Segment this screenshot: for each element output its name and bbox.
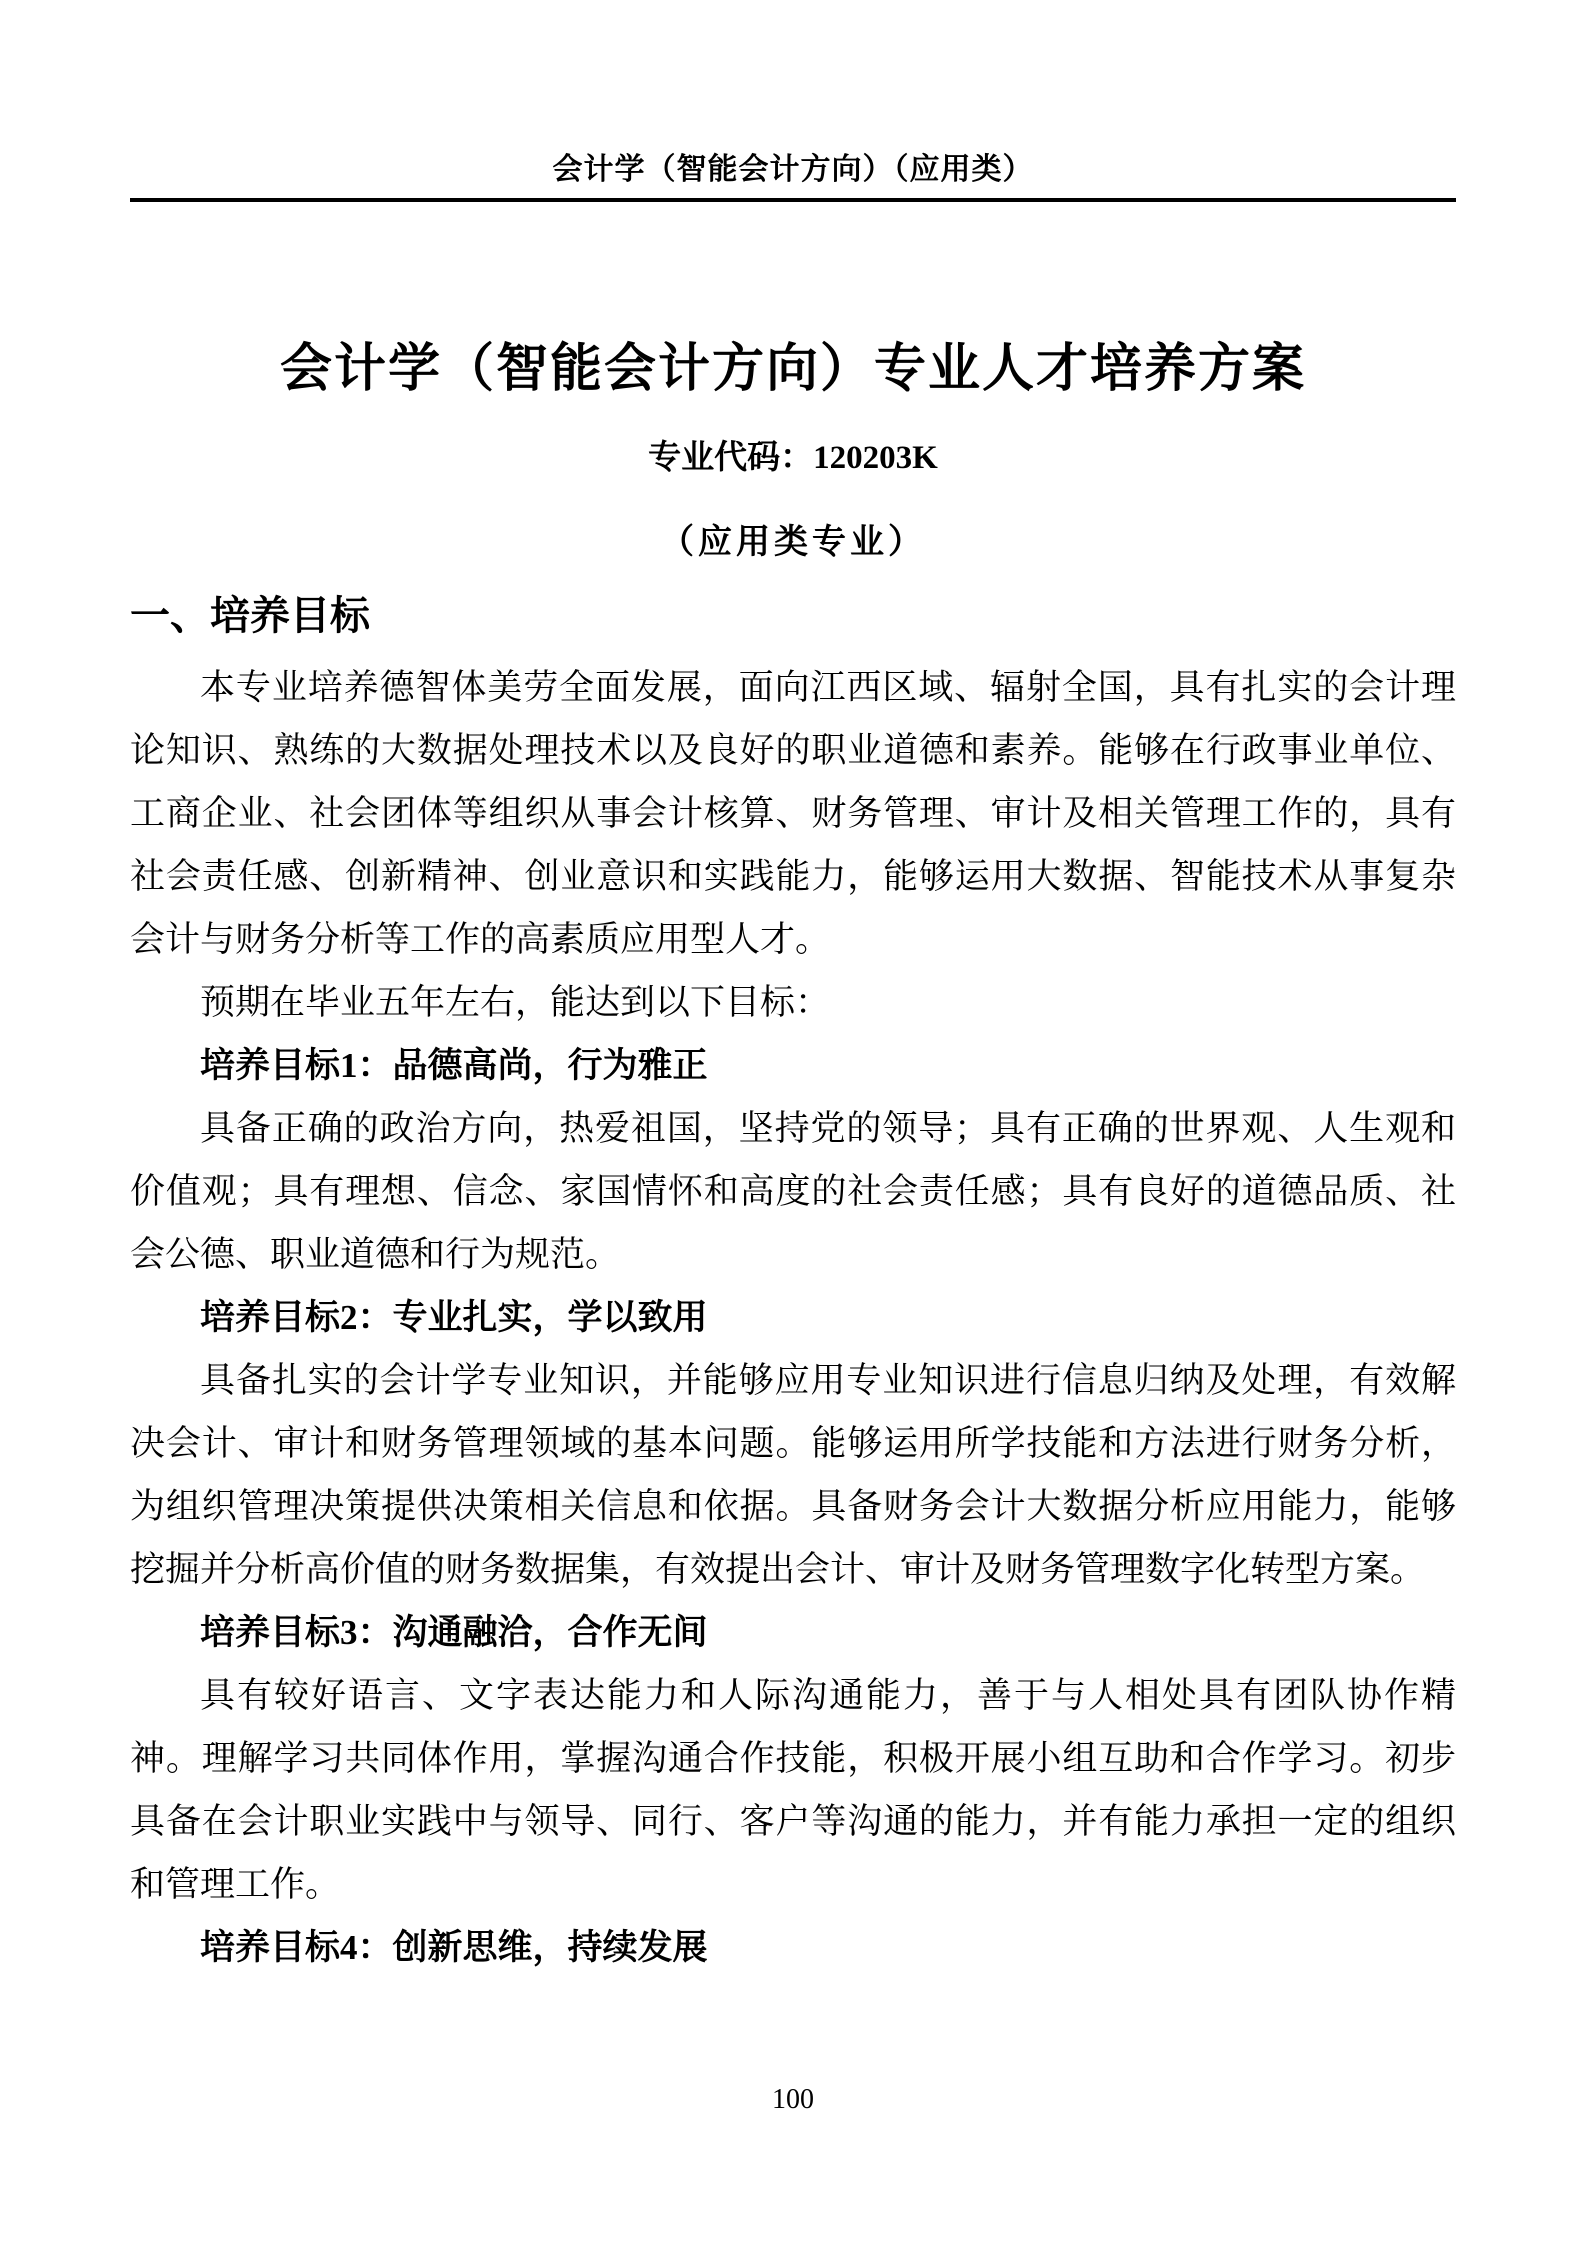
document-title: 会计学（智能会计方向）专业人才培养方案 (279, 341, 1306, 398)
paragraph-goal-2: 具备扎实的会计学专业知识，并能够应用专业知识进行信息归纳及处理，有效解决会计、审计和财务管理领域的基本问题。能够运用所学技能和方法进行财务分析，为组织管理决策提供决策相关信息和依据。具备财务会计大数据分析应用能力，能够挖掘并分析高价值的财务数据集，有效提出会计、审计及财务管理数字化转型方案。 (130, 1361, 1456, 1589)
body-text (130, 656, 1456, 1979)
goal-heading-3: 培养目标3：沟通融洽，合作无间 (200, 1613, 708, 1652)
paragraph-goal-1: 具备正确的政治方向，热爱祖国，坚持党的领导；具有正确的世界观、人生观和价值观；具有理想、信念、家国情怀和高度的社会责任感；具有良好的道德品质、社会公德、职业道德和行为规范。 (130, 1109, 1456, 1274)
paragraph-overview: 本专业培养德智体美劳全面发展，面向江西区域、辐射全国，具有扎实的会计理论知识、熟练的大数据处理技术以及良好的职业道德和素养。能够在行政事业单位、工商企业、社会团体等组织从事会计核算、财务管理、审计及相关管理工作的，具有社会责任感、创新精神、创业意识和实践能力，能够运用大数据、智能技术从事复杂会计与财务分析等工作的高素质应用型人才。 (130, 668, 1456, 959)
paragraph-expectation: 预期在毕业五年左右，能达到以下目标： (200, 983, 831, 1022)
major-code-label: 专业代码： (648, 440, 814, 476)
page-number: 100 (772, 2084, 814, 2115)
major-code-value: 120203K (813, 440, 938, 476)
section-heading-training-objectives: 一、培养目标 (130, 594, 370, 638)
paragraph-goal-3: 具有较好语言、文字表达能力和人际沟通能力，善于与人相处具有团队协作精神。理解学习共同体作用，掌握沟通合作技能，积极开展小组互助和合作学习。初步具备在会计职业实践中与领导、同行、客户等沟通的能力，并有能力承担一定的组织和管理工作。 (130, 1676, 1456, 1904)
goal-heading-4: 培养目标4：创新思维，持续发展 (200, 1928, 708, 1967)
goal-heading-2: 培养目标2：专业扎实，学以致用 (200, 1298, 708, 1337)
major-code-line (130, 436, 1456, 480)
goal-heading-1: 培养目标1：品德高尚，行为雅正 (200, 1046, 708, 1085)
running-header: 会计学（智能会计方向）（应用类） (130, 150, 1456, 202)
major-category: （应用类专业） (660, 524, 926, 561)
